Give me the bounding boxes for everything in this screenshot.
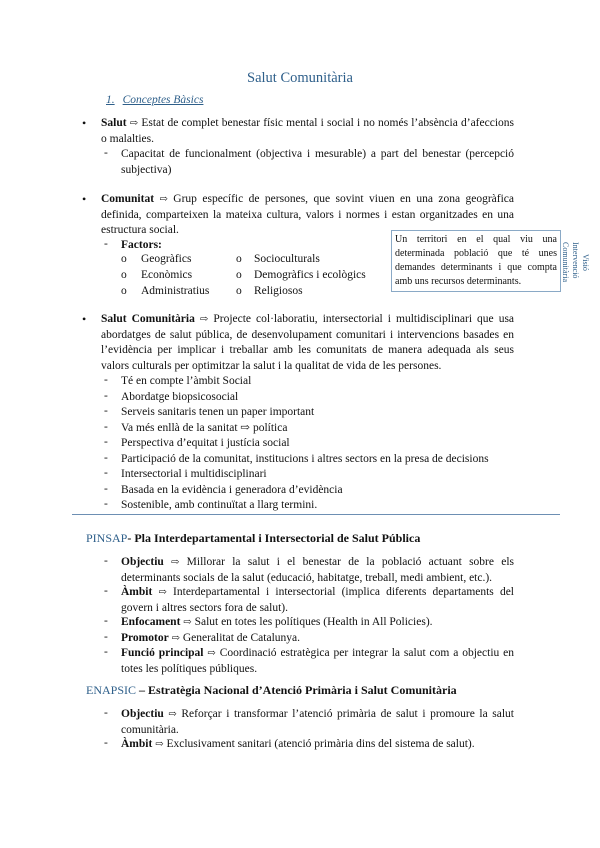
arrow-icon: ⇨ (168, 709, 177, 720)
dash-icon: - (104, 498, 108, 510)
dash-icon: - (104, 405, 108, 417)
list-item: Participació de la comunitat, institucions i altres sectors en la presa de decisions (121, 452, 489, 465)
list-item: Enfocament ⇨ Salut en totes les polítiques (Health in All Policies). (121, 616, 433, 628)
circle-bullet-icon: o (121, 269, 127, 281)
list-item: Intersectorial i multidisciplinari (121, 468, 267, 480)
circle-bullet-icon: o (121, 253, 127, 265)
enapsic-heading (86, 683, 457, 698)
comunitat-text: Grup específic de persones, que sovint viuen en una zona geogràfica definida, comparteixen la mateixa cultura, valors i normes i estan organitzades en una estructura social. (101, 193, 515, 236)
dash-icon: - (104, 646, 108, 658)
salut-text: Estat de complet benestar físic mental i social i no només l’absència d’afeccions o malalties. (101, 117, 514, 145)
salut-term: Salut (101, 117, 127, 129)
bullet-icon: • (82, 312, 87, 326)
dash-icon: - (104, 147, 108, 159)
dash-icon: - (104, 555, 108, 567)
arrow-icon: ⇨ (159, 194, 168, 205)
dash-icon: - (104, 707, 108, 719)
circle-bullet-icon: o (236, 269, 242, 281)
arrow-icon: ⇨ (207, 648, 216, 659)
factors-label: Factors: (121, 239, 162, 251)
list-item: Té en compte l’àmbit Social (121, 375, 252, 387)
enapsic-acronym: ENAPSIC (86, 683, 137, 697)
factor-item: Administratius (141, 285, 210, 297)
pinsap-acronym: PINSAP (86, 531, 128, 545)
arrow-icon: ⇨ (158, 587, 167, 598)
dash-icon: - (104, 467, 108, 479)
pinsap-title: - Pla Interdepartamental i Intersectorial de Salut Pública (127, 531, 421, 545)
salut-sub: Capacitat de funcionalment (objectiva i mesurable) a part del benestar (percepció subjectiva) (121, 148, 514, 176)
list-item: Serveis sanitaris tenen un paper important (121, 406, 315, 418)
circle-bullet-icon: o (121, 285, 127, 297)
factor-item: Demogràfics i ecològics (254, 269, 366, 281)
arrow-icon: ⇨ (183, 617, 192, 628)
section-divider (72, 514, 560, 515)
side-label (560, 232, 588, 302)
factor-item: Econòmics (141, 269, 193, 281)
factor-item: Socioculturals (254, 253, 320, 265)
page-title: Salut Comunitària (247, 70, 353, 86)
list-item: Abordatge biopsicosocial (121, 390, 239, 403)
comunitat-term: Comunitat (101, 193, 155, 205)
dash-icon: - (104, 585, 108, 597)
list-item: Promotor ⇨ Generalitat de Catalunya. (121, 631, 301, 644)
section-label: Conceptes Bàsics (122, 94, 204, 106)
salut-definition (101, 116, 514, 147)
bullet-icon: • (82, 116, 87, 130)
list-item: Àmbit ⇨ Interdepartamental i intersectorial (implica diferents departaments del govern i altres sectors fora de salut). (121, 586, 515, 614)
arrow-icon: ⇨ (199, 314, 209, 325)
salut-comunitaria-term: Salut Comunitària (101, 313, 195, 325)
dash-icon: - (104, 482, 108, 495)
list-item: Basada en la evidència i generadora d’evidència (121, 483, 343, 496)
dash-icon: - (104, 451, 108, 464)
pinsap-heading (86, 531, 420, 546)
side-label-community: Comunitària (561, 242, 570, 282)
list-item: Objectiu ⇨ Millorar la salut i el benestar de la població actuant sobre els determinants socials de la salut (educació, habitatge, treball, medi ambient, etc.). (121, 556, 514, 584)
circle-bullet-icon: o (236, 253, 242, 265)
list-item: Sostenible, amb continuïtat a llarg termini. (121, 499, 318, 511)
circle-bullet-icon: o (236, 285, 242, 297)
dash-icon: - (104, 737, 108, 749)
arrow-icon: ⇨ (155, 739, 164, 750)
dash-icon: - (104, 615, 108, 627)
factor-item: Religiosos (254, 285, 303, 297)
list-item: Perspectiva d’equitat i justícia social (121, 437, 290, 449)
enapsic-title: – Estratègia Nacional d’Atenció Primària i Salut Comunitària (139, 683, 457, 697)
section-number: 1. (106, 94, 115, 106)
dash-icon: - (104, 420, 108, 433)
salut-comunitaria-text: Projecte col·laboratiu, intersectorial i multidisciplinari que usa abordatges de salut pública, de desenvolupament comunitari i intervencions basades en l’evidència per implicar i treballar amb les comunitats de manera adequada als seus valors culturals per optimitzar la salut i la qualitat de vida de les persones. (101, 313, 515, 372)
dash-icon: - (104, 238, 108, 250)
list-item: Objectiu ⇨ Reforçar i transformar l’atenció primària de salut i promoure la salut comunitària. (121, 708, 514, 736)
dash-icon: - (104, 374, 108, 386)
factor-item: Geogràfics (141, 253, 192, 265)
salut-comunitaria-definition (101, 312, 514, 374)
dash-icon: - (104, 436, 108, 448)
bullet-icon: • (82, 192, 87, 206)
dash-icon: - (104, 389, 108, 402)
list-item: Funció principal ⇨ Coordinació estratègica per integrar la salut com a objectiu en totes les polítiques públiques. (121, 647, 515, 675)
arrow-icon: ⇨ (171, 632, 180, 644)
dash-icon: - (104, 630, 108, 643)
list-item: Àmbit ⇨ Exclusivament sanitari (atenció primària dins del sistema de salut). (121, 738, 475, 750)
arrow-icon: ⇨ (171, 557, 180, 568)
section-heading (106, 94, 203, 106)
side-label-intervention: Intervenció (571, 242, 580, 279)
arrow-icon: ⇨ (129, 118, 139, 129)
side-label-vision: Visió (581, 254, 590, 271)
list-item: Va més enllà de la sanitat ⇨ política (121, 421, 288, 434)
territory-callout-box: Un territori en el qual viu una determinada població que té unes demandes determinants i que compta amb uns recursos determinants. (391, 230, 561, 292)
